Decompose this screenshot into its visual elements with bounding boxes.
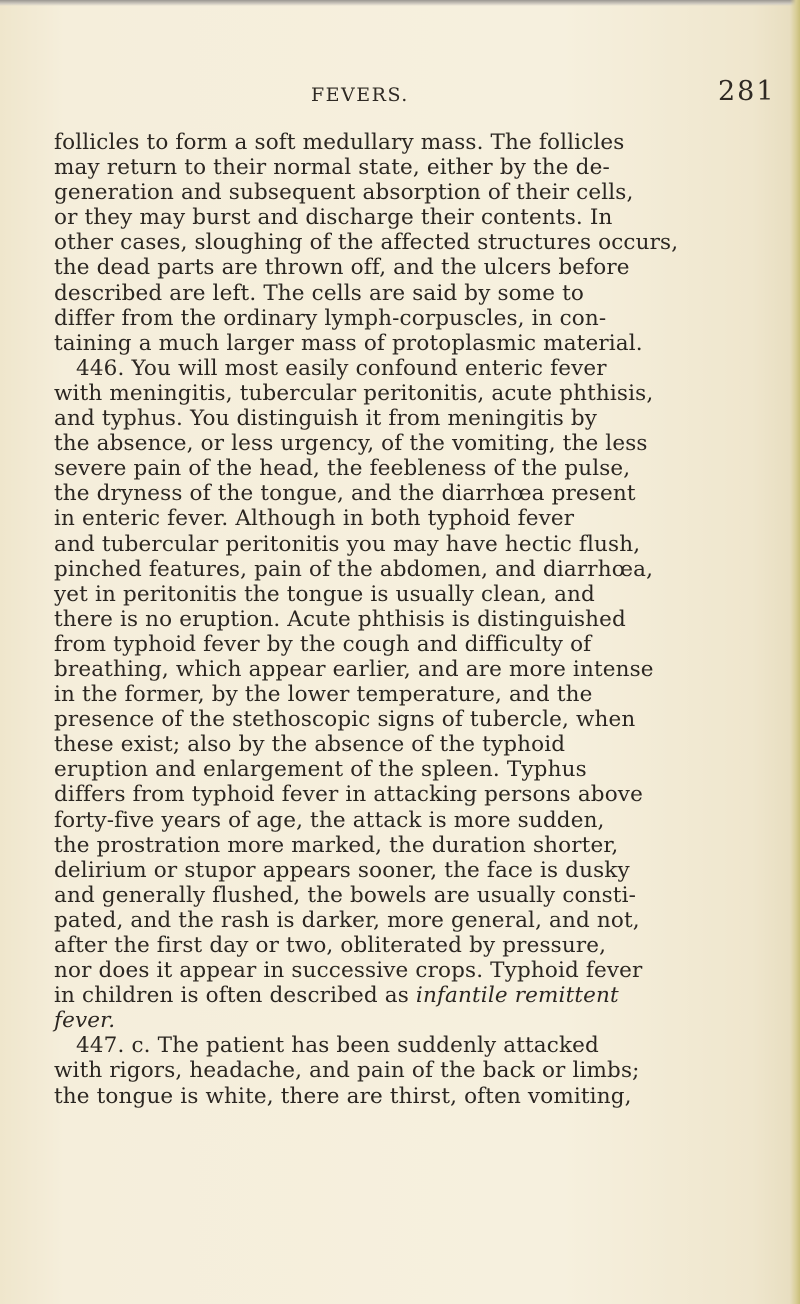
text-line: differs from typhoid fever in attacking persons above xyxy=(54,782,643,808)
text-line: and generally flushed, the bowels are usually consti- xyxy=(54,882,637,908)
text-line: follicles to form a soft medullary mass. The follicles xyxy=(54,130,625,155)
text-line: forty-five years of age, the attack is more sudden, xyxy=(54,807,605,833)
italic-term-continued: fever. xyxy=(54,1008,116,1034)
running-head xyxy=(0,76,800,106)
italic-term: infantile remittent xyxy=(415,983,619,1009)
text-line: differ from the ordinary lymph-corpuscles, in con- xyxy=(54,305,607,331)
text-line: described are left. The cells are said by some to xyxy=(54,280,585,306)
text-line: from typhoid fever by the cough and difficulty of xyxy=(54,631,592,657)
body-text xyxy=(54,130,782,1109)
text-line: presence of the stethoscopic signs of tubercle, when xyxy=(54,707,636,733)
text-line: with rigors, headache, and pain of the back or limbs; xyxy=(54,1058,640,1084)
text-line: in enteric fever. Although in both typhoid fever xyxy=(54,506,575,532)
text-line: nor does it appear in successive crops. Typhoid fever xyxy=(54,958,643,984)
text-line: pated, and the rash is darker, more general, and not, xyxy=(54,907,640,933)
text-line: these exist; also by the absence of the typhoid xyxy=(54,732,566,758)
text-line: in the former, by the lower temperature, and the xyxy=(54,682,593,708)
paragraph-446-start: 446. You will most easily confound enteric fever xyxy=(76,355,607,381)
text-line: after the first day or two, obliterated by pressure, xyxy=(54,933,607,958)
text-line: delirium or stupor appears sooner, the face is dusky xyxy=(54,857,630,883)
page-right-edge xyxy=(790,0,800,1304)
text-line: taining a much larger mass of protoplasmic material. xyxy=(54,330,643,356)
text-line: yet in peritonitis the tongue is usually clean, and xyxy=(54,581,595,607)
text-line: the dead parts are thrown off, and the ulcers before xyxy=(54,255,630,281)
text-line: the dryness of the tongue, and the diarrhœa present xyxy=(54,481,636,507)
page-number: 281 xyxy=(718,76,776,107)
text-line-with-italic xyxy=(54,983,782,1008)
paragraph-447-start: 447. c. The patient has been suddenly attacked xyxy=(76,1033,599,1059)
page-top-edge xyxy=(0,0,800,6)
text-line: the tongue is white, there are thirst, often vomiting, xyxy=(54,1083,632,1109)
text-line: generation and subsequent absorption of their cells, xyxy=(54,180,634,206)
text-line: may return to their normal state, either by the de- xyxy=(54,155,610,181)
text-line-prefix: in children is often described as xyxy=(54,983,416,1009)
text-line: with meningitis, tubercular peritonitis, acute phthisis, xyxy=(54,380,654,406)
text-line: other cases, sloughing of the affected structures occurs, xyxy=(54,230,679,256)
text-line: breathing, which appear earlier, and are more intense xyxy=(54,656,654,682)
text-line: pinched features, pain of the abdomen, and diarrhœa, xyxy=(54,556,654,582)
text-line: the absence, or less urgency, of the vomiting, the less xyxy=(54,431,648,457)
text-line: or they may burst and discharge their contents. In xyxy=(54,205,613,231)
text-line: and tubercular peritonitis you may have hectic flush, xyxy=(54,531,641,557)
text-line: the prostration more marked, the duration shorter, xyxy=(54,832,619,858)
text-line: severe pain of the head, the feebleness of the pulse, xyxy=(54,456,631,482)
text-line: eruption and enlargement of the spleen. Typhus xyxy=(54,757,587,783)
running-head-title: FEVERS. xyxy=(311,84,409,106)
text-line: and typhus. You distinguish it from meningitis by xyxy=(54,406,598,432)
text-line: there is no eruption. Acute phthisis is distinguished xyxy=(54,606,626,632)
